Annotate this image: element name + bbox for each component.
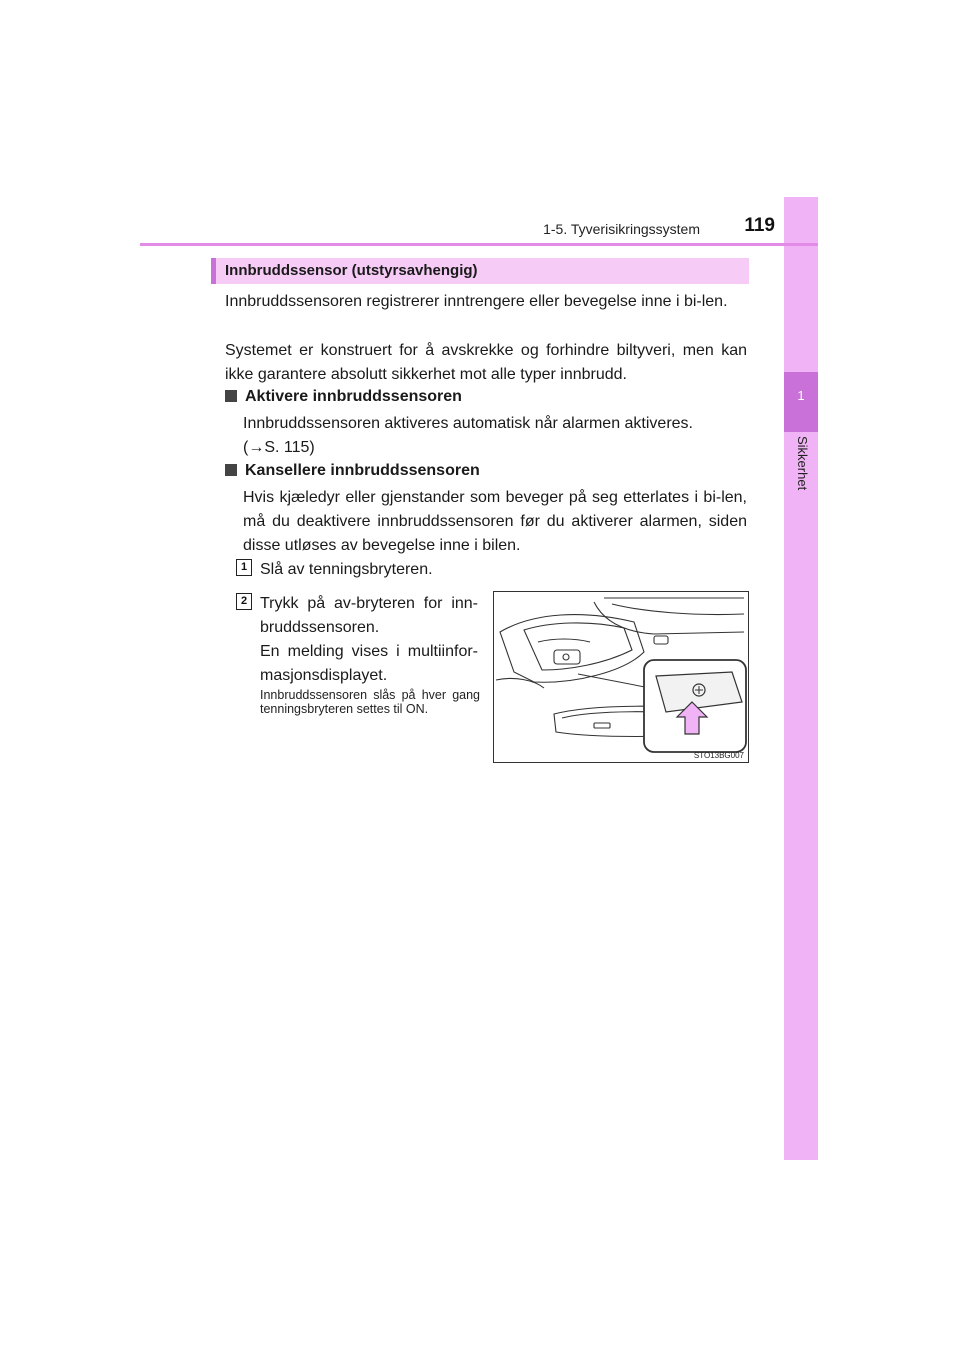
header-rule — [140, 243, 818, 246]
intro-paragraph-1: Innbruddssensoren registrerer inntrengere eller bevegelse inne i bi-len. — [225, 293, 728, 310]
chapter-side-tab — [784, 197, 818, 1160]
step-number-1: 1 — [236, 559, 252, 576]
chapter-title-text: Sikkerhet — [795, 436, 810, 491]
bullet-square-icon — [225, 390, 237, 402]
step-2-text-2: En melding vises i multiinfor-masjonsdisplayet. — [260, 643, 478, 684]
chapter-number: 1 — [797, 388, 805, 403]
section-title: 1-5. Tyverisikringssystem — [543, 221, 700, 237]
intro-paragraph-2: Systemet er konstruert for å avskrekke og forhindre biltyveri, men kan ikke garantere absolutt sikkerhet mot alle typer innbrudd. — [225, 342, 747, 383]
cancel-heading — [225, 462, 480, 480]
step-1-text: Slå av tenningsbryteren. — [260, 561, 433, 578]
step-2-note: Innbruddssensoren slås på hver gang tenningsbryteren settes til ON. — [260, 688, 480, 716]
cancel-title: Kansellere innbruddssensoren — [245, 462, 480, 479]
section-heading: Innbruddssensor (utstyrsavhengig) — [211, 258, 749, 284]
cancel-text: Hvis kjæledyr eller gjenstander som beveger på seg etterlates i bi-len, må du deaktivere innbruddssensoren før du aktiverer alarmen, siden disse utløses av bevegelse inne i bilen. — [243, 489, 747, 554]
step-number-2: 2 — [236, 593, 252, 610]
activate-ref-link[interactable]: (→S. 115) — [243, 439, 315, 456]
overhead-console-illustration — [494, 592, 748, 762]
step-2-text: Trykk på av-bryteren for inn-bruddssensoren. — [260, 595, 478, 636]
chapter-title — [784, 436, 818, 526]
illustration-figure — [493, 591, 749, 763]
activate-title: Aktivere innbruddssensoren — [245, 388, 462, 405]
figure-code: STO13BG007 — [693, 751, 744, 760]
activate-heading — [225, 388, 462, 406]
overhead-console-icon — [500, 615, 644, 683]
bullet-square-icon — [225, 464, 237, 476]
page-number: 119 — [744, 215, 775, 236]
activate-text: Innbruddssensoren aktiveres automatisk når alarmen aktiveres. — [243, 415, 693, 432]
